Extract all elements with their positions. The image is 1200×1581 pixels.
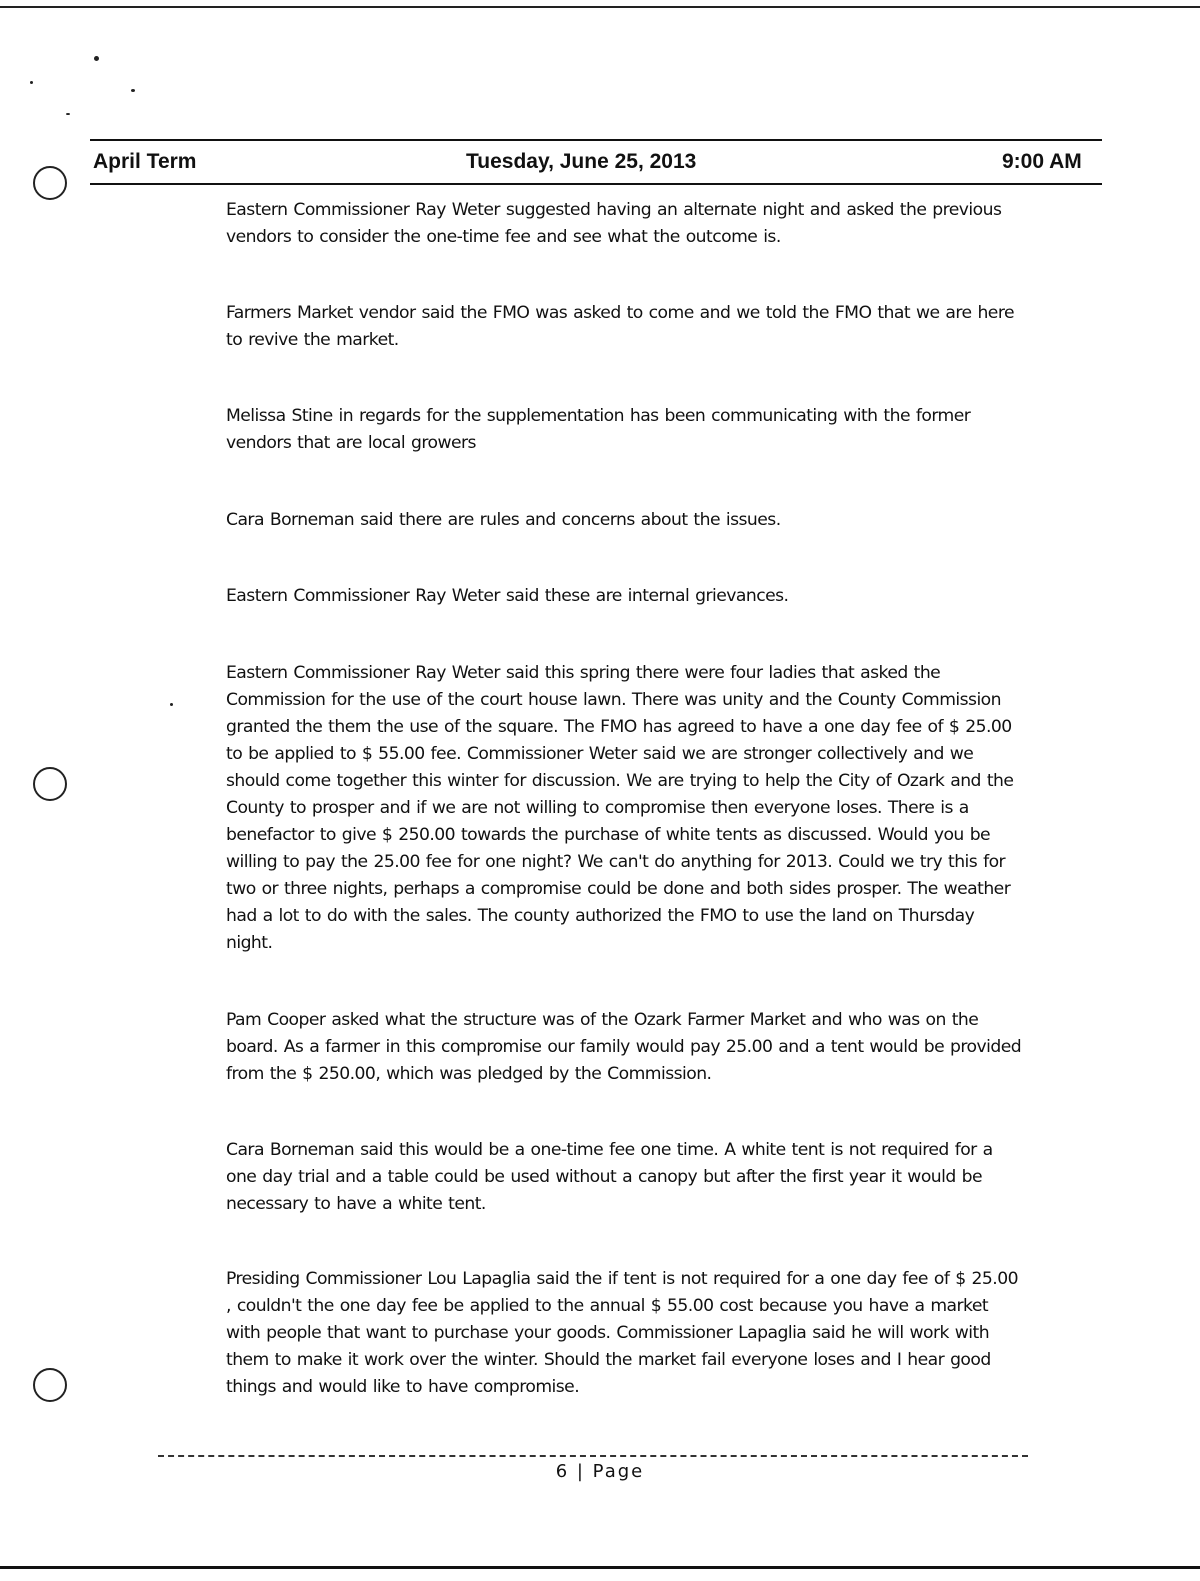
header-date: Tuesday, June 25, 2013 bbox=[466, 150, 697, 173]
binder-hole-icon bbox=[33, 1368, 67, 1402]
scan-edge-bottom bbox=[0, 1566, 1200, 1569]
header-rule-bottom bbox=[90, 183, 1102, 185]
minutes-paragraph: Melissa Stine in regards for the supplementation has been communicating with the former vendors that are local growers bbox=[226, 406, 971, 453]
footer-rule bbox=[158, 1455, 1028, 1457]
minutes-paragraph: Eastern Commissioner Ray Weter said these are internal grievances. bbox=[226, 586, 789, 606]
binder-hole-icon bbox=[33, 767, 67, 801]
scan-speck bbox=[170, 703, 173, 706]
scan-speck bbox=[131, 89, 135, 92]
minutes-paragraph: Eastern Commissioner Ray Weter said this spring there were four ladies that asked the Commission for the use of the court house lawn. There was unity and the County Commission granted the them the use of the square. The FMO has agreed to have a one day fee of $ 25.00 to be applied to $ 55.00 fee. Commissioner Weter said we are stronger collectively and we should come together this winter for discussion. We are trying to help the City of Ozark and the County to prosper and if we are not willing to compromise then everyone loses. There is a benefactor to give $ 250.00 towards the purchase of white tents as discussed. Would you be willing to pay the 25.00 fee for one night? We can't do anything for 2013. Could we try this for two or three nights, perhaps a compromise could be done and both sides prosper. The weather had a lot to do with the sales. The county authorized the FMO to use the land on Thursday night. bbox=[226, 663, 1014, 953]
page-number: 6 | Page bbox=[555, 1461, 645, 1482]
minutes-paragraph: Cara Borneman said this would be a one-time fee one time. A white tent is not required for a one day trial and a table could be used without a canopy but after the first year it would be necessary to have a white tent. bbox=[226, 1140, 993, 1214]
scan-speck bbox=[94, 56, 99, 61]
header-rule-top bbox=[90, 139, 1102, 141]
binder-hole-icon bbox=[33, 166, 67, 200]
header-time: 9:00 AM bbox=[1002, 150, 1082, 173]
minutes-paragraph: Cara Borneman said there are rules and concerns about the issues. bbox=[226, 510, 781, 530]
minutes-paragraph: Pam Cooper asked what the structure was of the Ozark Farmer Market and who was on the board. As a farmer in this compromise our family would pay 25.00 and a tent would be provided from the $ 250.00, which was pledged by the Commission. bbox=[226, 1010, 1022, 1084]
scan-edge-top bbox=[0, 6, 1200, 8]
header-term: April Term bbox=[93, 150, 197, 173]
scan-speck bbox=[30, 81, 33, 84]
minutes-paragraph: Eastern Commissioner Ray Weter suggested having an alternate night and asked the previous vendors to consider the one-time fee and see what the outcome is. bbox=[226, 200, 1002, 247]
minutes-paragraph: Farmers Market vendor said the FMO was asked to come and we told the FMO that we are here to revive the market. bbox=[226, 303, 1014, 350]
minutes-paragraph: Presiding Commissioner Lou Lapaglia said the if tent is not required for a one day fee of $ 25.00 , couldn't the one day fee be applied to the annual $ 55.00 cost because you have a market with people that want to purchase your goods. Commissioner Lapaglia said he will work with them to make it work over the winter. Should the market fail everyone loses and I hear good things and would like to have compromise. bbox=[226, 1269, 1018, 1397]
scan-speck bbox=[66, 113, 70, 115]
